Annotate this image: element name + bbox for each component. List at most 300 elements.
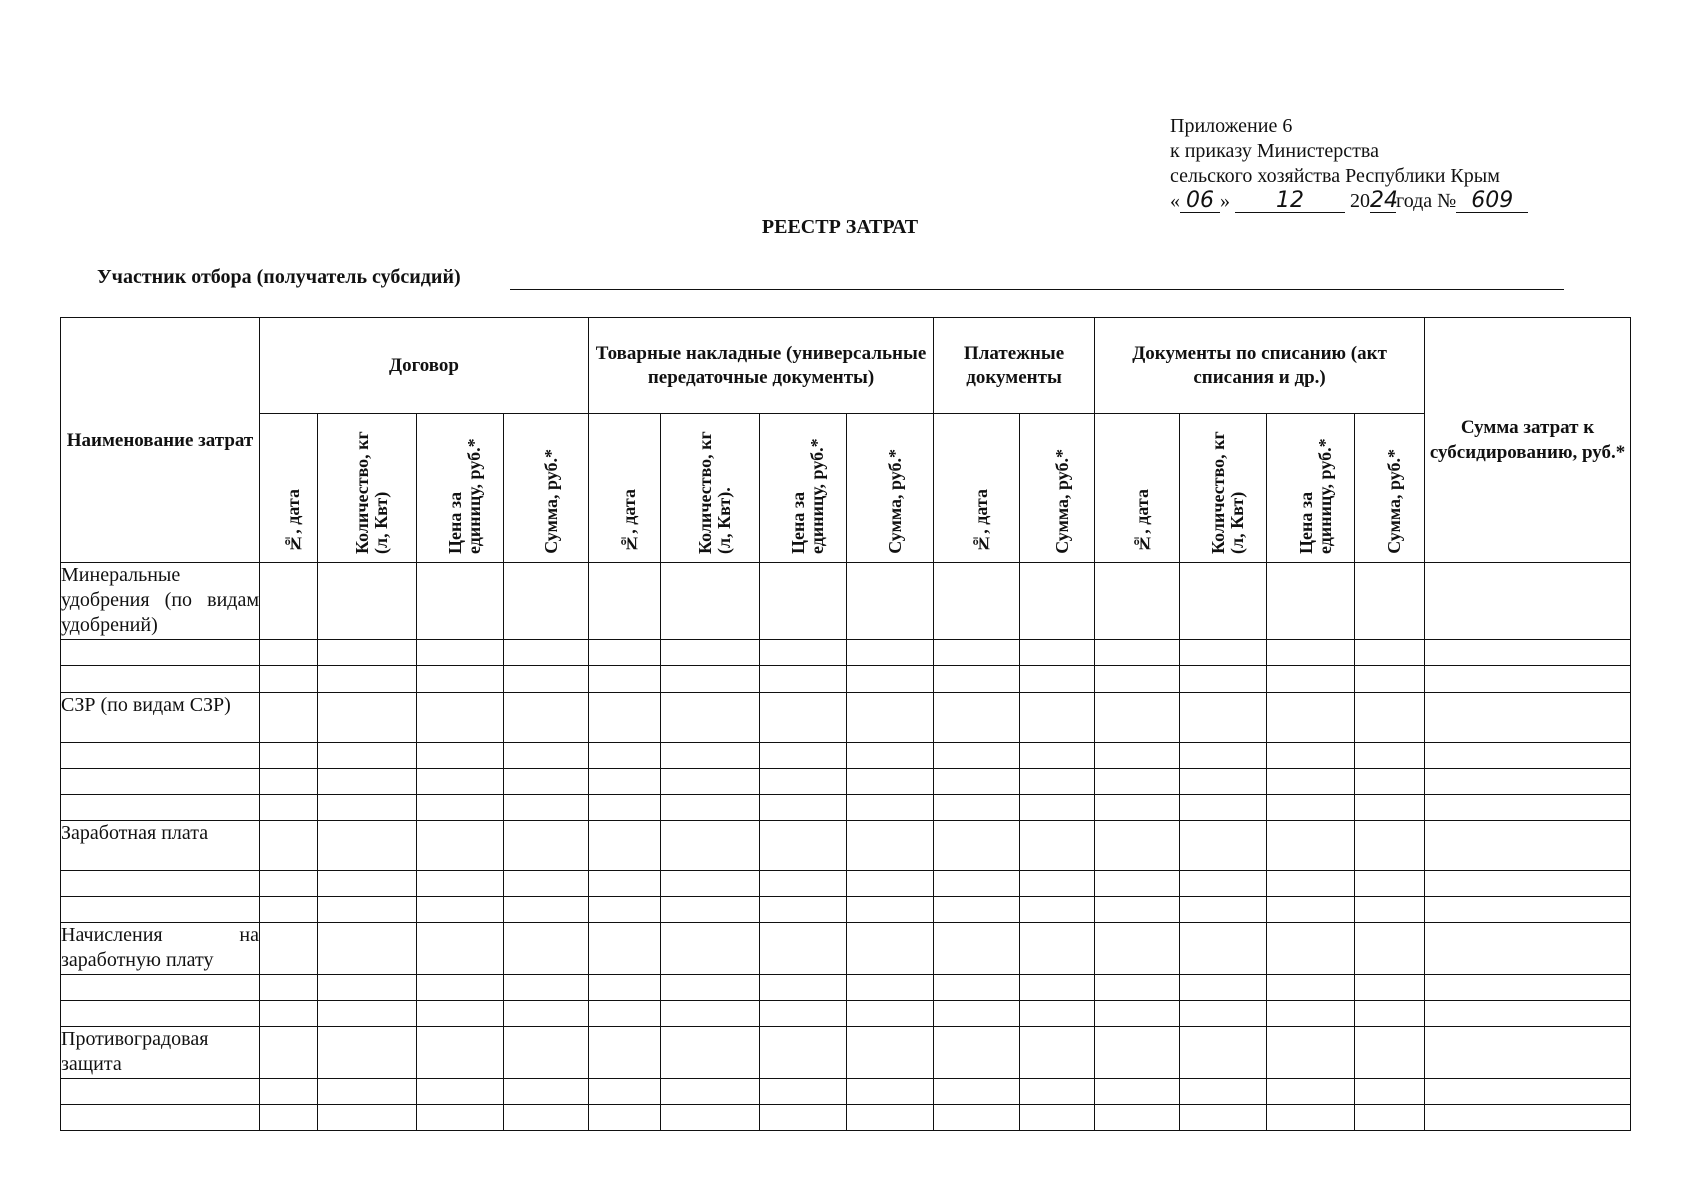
table-cell[interactable]	[847, 640, 934, 666]
table-cell[interactable]	[1020, 640, 1095, 666]
table-cell[interactable]	[504, 743, 589, 769]
table-cell[interactable]	[661, 693, 760, 743]
table-cell[interactable]	[260, 975, 318, 1001]
year-prefix: 20	[1350, 190, 1370, 212]
table-cell[interactable]	[847, 563, 934, 640]
header-contract: Договор	[260, 318, 589, 414]
table-cell[interactable]	[760, 795, 847, 821]
table-cell[interactable]	[661, 769, 760, 795]
subheader-writeoff-sum: Сумма, руб.*	[1355, 414, 1425, 563]
table-cell[interactable]	[318, 821, 417, 871]
table-cell[interactable]	[847, 1027, 934, 1079]
table-cell[interactable]	[504, 1001, 589, 1027]
table-cell[interactable]	[589, 640, 661, 666]
table-cell[interactable]	[318, 693, 417, 743]
table-cell[interactable]	[1267, 1001, 1355, 1027]
document-title: РЕЕСТР ЗАТРАТ	[761, 216, 919, 238]
table-cell[interactable]	[318, 923, 417, 975]
table-row	[61, 640, 1631, 666]
subheader-writeoff-unit-price: Цена за единицу, руб.*	[1267, 414, 1355, 563]
row-cost-name: Противоградовая защита	[61, 1027, 260, 1079]
table-cell[interactable]	[1180, 769, 1267, 795]
table-cell[interactable]	[760, 871, 847, 897]
table-cell[interactable]	[661, 640, 760, 666]
table-cell[interactable]	[589, 975, 661, 1001]
table-cell[interactable]	[417, 871, 504, 897]
table-cell[interactable]	[1180, 871, 1267, 897]
subheader-writeoff-quantity: Количество, кг (л, Квт)	[1180, 414, 1267, 563]
table-cell[interactable]	[1425, 640, 1631, 666]
table-cell[interactable]	[1267, 743, 1355, 769]
table-cell[interactable]	[661, 1079, 760, 1105]
table-cell[interactable]	[1425, 563, 1631, 640]
row-cost-name	[61, 1079, 260, 1105]
table-cell[interactable]	[1095, 871, 1180, 897]
row-cost-name	[61, 743, 260, 769]
table-cell[interactable]	[260, 1079, 318, 1105]
table-cell[interactable]	[760, 1001, 847, 1027]
table-cell[interactable]	[1180, 1105, 1267, 1131]
table-cell[interactable]	[661, 1027, 760, 1079]
table-cell[interactable]	[1425, 743, 1631, 769]
table-cell[interactable]	[1095, 1001, 1180, 1027]
table-cell[interactable]	[1425, 923, 1631, 975]
table-cell[interactable]	[260, 795, 318, 821]
table-cell[interactable]	[1020, 666, 1095, 693]
table-cell[interactable]	[661, 563, 760, 640]
table-cell[interactable]	[1267, 666, 1355, 693]
table-cell[interactable]	[504, 975, 589, 1001]
subheader-contract-unit-price: Цена за единицу, руб.*	[417, 414, 504, 563]
table-cell[interactable]	[1180, 743, 1267, 769]
table-cell[interactable]	[760, 923, 847, 975]
row-cost-name	[61, 975, 260, 1001]
table-row	[61, 1105, 1631, 1131]
table-cell[interactable]	[661, 871, 760, 897]
table-cell[interactable]	[1095, 975, 1180, 1001]
table-cell[interactable]	[318, 563, 417, 640]
header-payments: Платежные документы	[934, 318, 1095, 414]
table-cell[interactable]	[1355, 1079, 1425, 1105]
table-cell[interactable]	[1020, 871, 1095, 897]
table-cell[interactable]	[1020, 923, 1095, 975]
row-cost-name: Заработная плата	[61, 821, 260, 871]
table-cell[interactable]	[934, 666, 1020, 693]
table-cell[interactable]	[1020, 975, 1095, 1001]
table-cell[interactable]	[589, 743, 661, 769]
table-cell[interactable]	[1020, 693, 1095, 743]
table-row	[61, 795, 1631, 821]
table-cell[interactable]	[847, 1001, 934, 1027]
table-cell[interactable]	[760, 666, 847, 693]
table-cell[interactable]	[1355, 821, 1425, 871]
table-cell[interactable]	[504, 871, 589, 897]
table-cell[interactable]	[1267, 871, 1355, 897]
table-cell[interactable]	[1180, 666, 1267, 693]
table-cell[interactable]	[847, 821, 934, 871]
header-writeoff: Документы по списанию (акт списания и др.)	[1095, 318, 1425, 414]
table-cell[interactable]	[417, 1105, 504, 1131]
table-cell[interactable]	[1095, 743, 1180, 769]
table-cell[interactable]	[417, 743, 504, 769]
table-cell[interactable]	[260, 1001, 318, 1027]
row-cost-name	[61, 640, 260, 666]
table-cell[interactable]	[1425, 666, 1631, 693]
table-cell[interactable]	[1355, 743, 1425, 769]
table-cell[interactable]	[318, 640, 417, 666]
table-cell[interactable]	[417, 563, 504, 640]
appendix-line-2: к приказу Министерства	[1170, 140, 1379, 162]
table-cell[interactable]	[318, 897, 417, 923]
table-cell[interactable]	[417, 693, 504, 743]
row-cost-name	[61, 769, 260, 795]
table-cell[interactable]	[1180, 640, 1267, 666]
table-row	[61, 1027, 1631, 1079]
table-cell[interactable]	[847, 769, 934, 795]
table-cell[interactable]	[661, 1001, 760, 1027]
table-cell[interactable]	[417, 975, 504, 1001]
table-cell[interactable]	[934, 923, 1020, 975]
table-cell[interactable]	[1425, 821, 1631, 871]
table-cell[interactable]	[504, 1027, 589, 1079]
table-row	[61, 1079, 1631, 1105]
table-cell[interactable]	[1095, 1027, 1180, 1079]
table-cell[interactable]	[760, 743, 847, 769]
table-cell[interactable]	[934, 975, 1020, 1001]
table-cell[interactable]	[1425, 975, 1631, 1001]
table-cell[interactable]	[589, 821, 661, 871]
subheader-contract-sum: Сумма, руб.*	[504, 414, 589, 563]
table-cell[interactable]	[260, 743, 318, 769]
table-cell[interactable]	[1267, 1105, 1355, 1131]
table-cell[interactable]	[934, 795, 1020, 821]
table-row	[61, 871, 1631, 897]
table-row	[61, 975, 1631, 1001]
table-cell[interactable]	[934, 1079, 1020, 1105]
table-cell[interactable]	[847, 1105, 934, 1131]
table-cell[interactable]	[589, 871, 661, 897]
table-cell[interactable]	[760, 975, 847, 1001]
table-cell[interactable]	[1180, 1027, 1267, 1079]
table-cell[interactable]	[589, 769, 661, 795]
table-cell[interactable]	[1020, 769, 1095, 795]
table-cell[interactable]	[1425, 1079, 1631, 1105]
table-cell[interactable]	[1355, 666, 1425, 693]
table-cell[interactable]	[1267, 821, 1355, 871]
table-cell[interactable]	[417, 1027, 504, 1079]
order-number: 609	[1456, 190, 1528, 213]
table-cell[interactable]	[661, 975, 760, 1001]
header-cost-name: Наименование затрат	[61, 318, 260, 563]
table-cell[interactable]	[260, 769, 318, 795]
subheader-contract-number-date: №, дата	[260, 414, 318, 563]
table-cell[interactable]	[1020, 563, 1095, 640]
table-cell[interactable]	[1355, 897, 1425, 923]
table-row	[61, 666, 1631, 693]
table-cell[interactable]	[760, 1027, 847, 1079]
table-cell[interactable]	[1095, 821, 1180, 871]
table-cell[interactable]	[417, 1001, 504, 1027]
table-cell[interactable]	[847, 975, 934, 1001]
table-cell[interactable]	[1425, 693, 1631, 743]
subheader-payment-number-date: №, дата	[934, 414, 1020, 563]
table-cell[interactable]	[504, 563, 589, 640]
table-cell[interactable]	[260, 1105, 318, 1131]
table-cell[interactable]	[934, 1105, 1020, 1131]
table-cell[interactable]	[760, 640, 847, 666]
subheader-waybill-quantity: Количество, кг (л, Квт).	[661, 414, 760, 563]
year-suffix: 24	[1370, 188, 1398, 213]
participant-field[interactable]	[510, 289, 1564, 290]
subheader-waybill-sum: Сумма, руб.*	[847, 414, 934, 563]
table-cell[interactable]	[589, 693, 661, 743]
subheader-contract-quantity: Количество, кг (л, Квт)	[318, 414, 417, 563]
table-cell[interactable]	[260, 563, 318, 640]
table-cell[interactable]	[934, 769, 1020, 795]
table-cell[interactable]	[1425, 897, 1631, 923]
table-cell[interactable]	[934, 693, 1020, 743]
table-cell[interactable]	[1355, 769, 1425, 795]
table-cell[interactable]	[318, 1105, 417, 1131]
table-cell[interactable]	[934, 743, 1020, 769]
table-cell[interactable]	[1020, 1027, 1095, 1079]
table-cell[interactable]	[847, 693, 934, 743]
row-cost-name	[61, 871, 260, 897]
table-cell[interactable]	[1020, 1105, 1095, 1131]
table-cell[interactable]	[504, 769, 589, 795]
appendix-date-line: « 06 » 12 2024года № 609	[1170, 189, 1528, 214]
table-cell[interactable]	[260, 897, 318, 923]
table-cell[interactable]	[1095, 769, 1180, 795]
table-cell[interactable]	[1180, 821, 1267, 871]
table-cell[interactable]	[417, 821, 504, 871]
table-cell[interactable]	[417, 897, 504, 923]
table-cell[interactable]	[760, 1079, 847, 1105]
table-cell[interactable]	[1020, 795, 1095, 821]
table-row	[61, 923, 1631, 975]
subheader-writeoff-number-date: №, дата	[1095, 414, 1180, 563]
table-cell[interactable]	[1180, 975, 1267, 1001]
table-cell[interactable]	[1355, 1001, 1425, 1027]
table-cell[interactable]	[318, 666, 417, 693]
table-cell[interactable]	[1355, 563, 1425, 640]
table-cell[interactable]	[1355, 640, 1425, 666]
table-cell[interactable]	[504, 897, 589, 923]
table-row	[61, 563, 1631, 640]
table-cell[interactable]	[847, 897, 934, 923]
table-cell[interactable]	[760, 897, 847, 923]
table-cell[interactable]	[417, 769, 504, 795]
table-cell[interactable]	[934, 821, 1020, 871]
table-cell[interactable]	[1425, 1105, 1631, 1131]
table-cell[interactable]	[661, 795, 760, 821]
subheader-waybill-unit-price: Цена за единицу, руб.*	[760, 414, 847, 563]
row-cost-name: Начисления на заработную плату	[61, 923, 260, 975]
table-cell[interactable]	[1425, 769, 1631, 795]
table-cell[interactable]	[1180, 795, 1267, 821]
table-cell[interactable]	[934, 871, 1020, 897]
table-cell[interactable]	[934, 897, 1020, 923]
table-cell[interactable]	[1267, 1027, 1355, 1079]
table-cell[interactable]	[1267, 693, 1355, 743]
table-cell[interactable]	[661, 923, 760, 975]
table-cell[interactable]	[1267, 563, 1355, 640]
table-cell[interactable]	[760, 563, 847, 640]
table-cell[interactable]	[847, 795, 934, 821]
table-cell[interactable]	[661, 743, 760, 769]
table-cell[interactable]	[661, 666, 760, 693]
table-cell[interactable]	[1180, 923, 1267, 975]
table-cell[interactable]	[1020, 1001, 1095, 1027]
table-cell[interactable]	[934, 1001, 1020, 1027]
table-cell[interactable]	[760, 769, 847, 795]
table-cell[interactable]	[589, 897, 661, 923]
header-waybills: Товарные накладные (универсальные передаточные документы)	[589, 318, 934, 414]
table-cell[interactable]	[1095, 666, 1180, 693]
table-cell[interactable]	[260, 666, 318, 693]
table-cell[interactable]	[260, 871, 318, 897]
table-cell[interactable]	[504, 923, 589, 975]
table-cell[interactable]	[504, 693, 589, 743]
table-cell[interactable]	[1355, 693, 1425, 743]
table-cell[interactable]	[318, 795, 417, 821]
table-cell[interactable]	[1095, 1105, 1180, 1131]
table-cell[interactable]	[589, 1105, 661, 1131]
table-cell[interactable]	[1180, 1079, 1267, 1105]
table-cell[interactable]	[417, 1079, 504, 1105]
table-cell[interactable]	[847, 871, 934, 897]
table-cell[interactable]	[504, 821, 589, 871]
table-cell[interactable]	[1020, 821, 1095, 871]
table-cell[interactable]	[1095, 923, 1180, 975]
table-cell[interactable]	[1267, 923, 1355, 975]
table-cell[interactable]	[1020, 743, 1095, 769]
table-cell[interactable]	[318, 1001, 417, 1027]
table-cell[interactable]	[417, 666, 504, 693]
table-cell[interactable]	[1020, 897, 1095, 923]
table-cell[interactable]	[1095, 795, 1180, 821]
table-cell[interactable]	[760, 1105, 847, 1131]
table-cell[interactable]	[1180, 693, 1267, 743]
table-cell[interactable]	[1425, 1001, 1631, 1027]
table-cell[interactable]	[661, 1105, 760, 1131]
table-cell[interactable]	[760, 821, 847, 871]
table-cell[interactable]	[934, 563, 1020, 640]
table-row	[61, 1001, 1631, 1027]
table-cell[interactable]	[504, 666, 589, 693]
table-cell[interactable]	[1425, 795, 1631, 821]
table-cell[interactable]	[1095, 693, 1180, 743]
table-cell[interactable]	[1267, 897, 1355, 923]
table-cell[interactable]	[1267, 769, 1355, 795]
row-cost-name	[61, 1105, 260, 1131]
table-cell[interactable]	[260, 923, 318, 975]
table-cell[interactable]	[260, 821, 318, 871]
table-cell[interactable]	[260, 640, 318, 666]
table-cell[interactable]	[318, 1079, 417, 1105]
table-row	[61, 769, 1631, 795]
row-cost-name: Минеральные удобрения (по видам удобрений)	[61, 563, 260, 640]
table-cell[interactable]	[934, 1027, 1020, 1079]
table-cell[interactable]	[1020, 1079, 1095, 1105]
table-cell[interactable]	[1180, 897, 1267, 923]
table-row	[61, 897, 1631, 923]
table-cell[interactable]	[1095, 897, 1180, 923]
table-row	[61, 743, 1631, 769]
table-cell[interactable]	[1095, 563, 1180, 640]
table-cell[interactable]	[1355, 1105, 1425, 1131]
table-cell[interactable]	[1267, 795, 1355, 821]
table-cell[interactable]	[1355, 871, 1425, 897]
date-month: 12	[1235, 190, 1345, 213]
table-cell[interactable]	[417, 795, 504, 821]
table-cell[interactable]	[589, 563, 661, 640]
table-cell[interactable]	[1355, 923, 1425, 975]
subheader-waybill-number-date: №, дата	[589, 414, 661, 563]
table-cell[interactable]	[589, 1079, 661, 1105]
table-row	[61, 693, 1631, 743]
table-cell[interactable]	[504, 1105, 589, 1131]
table-cell[interactable]	[417, 640, 504, 666]
table-cell[interactable]	[1267, 640, 1355, 666]
table-cell[interactable]	[318, 743, 417, 769]
table-cell[interactable]	[1355, 975, 1425, 1001]
table-cell[interactable]	[1095, 1079, 1180, 1105]
table-cell[interactable]	[504, 1079, 589, 1105]
table-cell[interactable]	[847, 923, 934, 975]
table-cell[interactable]	[661, 821, 760, 871]
table-cell[interactable]	[417, 923, 504, 975]
table-cell[interactable]	[1267, 975, 1355, 1001]
table-cell[interactable]	[934, 640, 1020, 666]
table-cell[interactable]	[504, 640, 589, 666]
table-row	[61, 821, 1631, 871]
table-cell[interactable]	[847, 743, 934, 769]
table-cell[interactable]	[1095, 640, 1180, 666]
table-cell[interactable]	[1425, 871, 1631, 897]
header-total-sum: Сумма затрат к субсидированию, руб.*	[1425, 318, 1631, 563]
table-cell[interactable]	[589, 1001, 661, 1027]
row-cost-name	[61, 1001, 260, 1027]
table-cell[interactable]	[1180, 1001, 1267, 1027]
table-cell[interactable]	[661, 897, 760, 923]
table-cell[interactable]	[504, 795, 589, 821]
year-word: года №	[1396, 190, 1457, 212]
table-cell[interactable]	[1355, 795, 1425, 821]
table-cell[interactable]	[318, 871, 417, 897]
table-cell[interactable]	[1425, 1027, 1631, 1079]
table-cell[interactable]	[1267, 1079, 1355, 1105]
table-body	[61, 563, 1631, 1131]
table-cell[interactable]	[260, 693, 318, 743]
table-cell[interactable]	[318, 769, 417, 795]
table-cell[interactable]	[589, 666, 661, 693]
cost-register-table	[60, 317, 1631, 1131]
row-cost-name	[61, 795, 260, 821]
appendix-line-3: сельского хозяйства Республики Крым	[1170, 165, 1500, 187]
table-cell[interactable]	[589, 795, 661, 821]
table-cell[interactable]	[760, 693, 847, 743]
table-cell[interactable]	[847, 666, 934, 693]
table-cell[interactable]	[260, 1027, 318, 1079]
table-cell[interactable]	[1355, 1027, 1425, 1079]
table-cell[interactable]	[1180, 563, 1267, 640]
table-cell[interactable]	[847, 1079, 934, 1105]
table-cell[interactable]	[318, 975, 417, 1001]
table-cell[interactable]	[589, 923, 661, 975]
table-cell[interactable]	[589, 1027, 661, 1079]
table-cell[interactable]	[318, 1027, 417, 1079]
